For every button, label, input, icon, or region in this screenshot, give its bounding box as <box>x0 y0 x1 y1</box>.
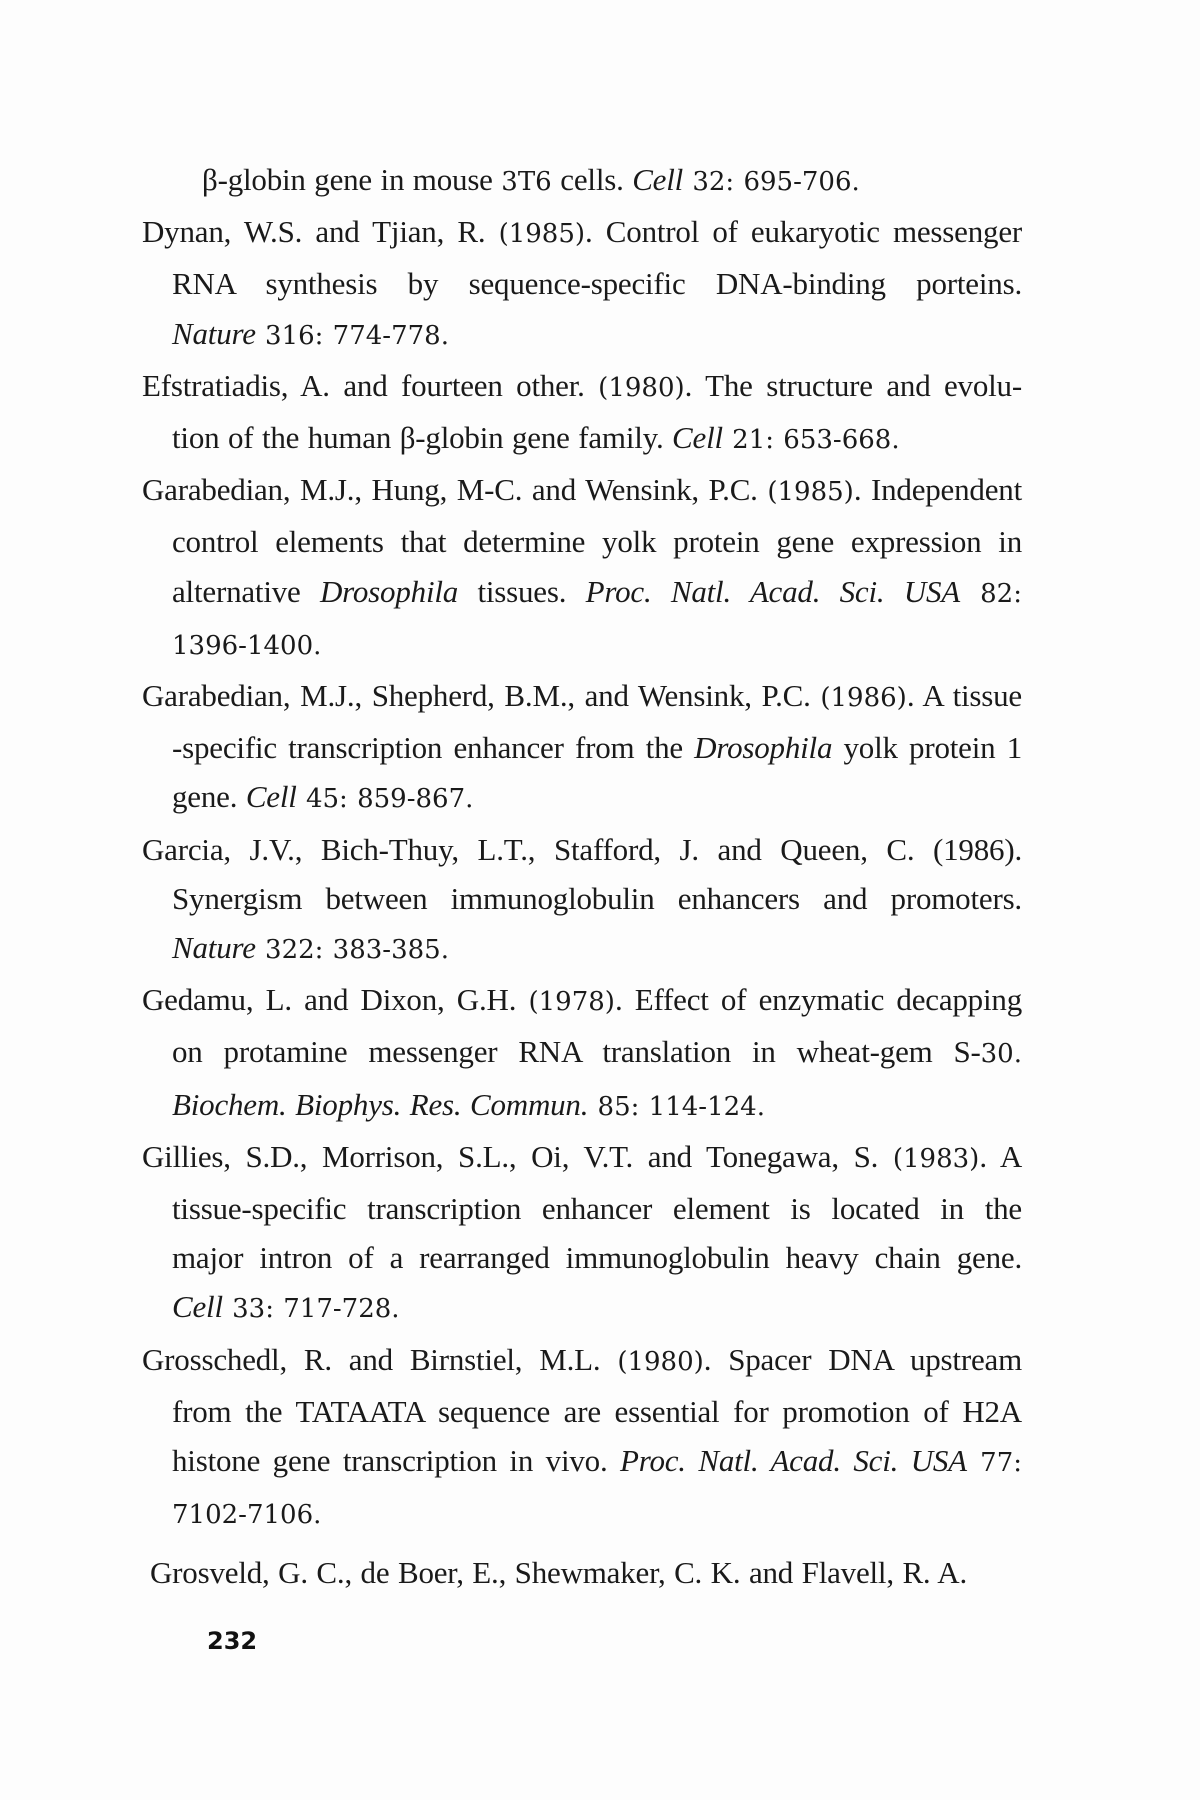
reference-line <box>142 671 1022 723</box>
reference-entry-continued <box>172 155 1022 207</box>
journal-title: Cell <box>632 162 684 197</box>
reference-line <box>142 207 1022 259</box>
reference-text: major intron of a rearranged immunoglobulin heavy chain gene. <box>172 1240 1022 1276</box>
reference-list <box>142 155 1023 1598</box>
reference-text: . Spacer DNA upstream <box>703 1341 1022 1377</box>
citation-number: 32: 695-706. <box>683 167 860 197</box>
reference-text: . Independent <box>853 472 1022 508</box>
reference-text: tissue-specific transcription enhancer element is located in the <box>172 1191 1022 1227</box>
journal-title: Nature <box>172 930 256 966</box>
reference-text: -specific transcription enhancer from the <box>172 730 695 766</box>
citation-number: 30. <box>980 1039 1022 1070</box>
reference-line <box>142 361 1022 413</box>
reference-text: yolk protein 1 <box>832 730 1022 766</box>
reference-entry <box>142 975 1022 1132</box>
reference-entry <box>142 207 1022 361</box>
reference-entry <box>142 1132 1023 1335</box>
citation-number: (1980) <box>598 372 685 403</box>
citation-number: 7102-7106. <box>172 1500 322 1531</box>
reference-text: from the TATAATA sequence are essential for promotion of H2A <box>172 1393 1022 1429</box>
reference-text: Garabedian, M.J., Hung, M-C. and Wensink, P.C. <box>142 472 768 508</box>
citation-number: 1396-1400. <box>172 630 322 661</box>
reference-text: alternative <box>172 573 320 609</box>
reference-text: on protamine messenger RNA translation in wheat-gem S- <box>172 1034 981 1070</box>
citation-number: 45: 859-867. <box>296 784 474 815</box>
reference-line <box>172 1282 1022 1334</box>
reference-text: tion of the human β-globin gene family. <box>172 420 673 456</box>
reference-text: Garabedian, M.J., Shepherd, B.M., and Wensink, P.C. <box>142 678 821 714</box>
reference-line <box>172 923 1022 975</box>
reference-line <box>150 1548 1022 1597</box>
reference-line <box>142 465 1022 517</box>
journal-title: Drosophila <box>694 730 833 766</box>
citation-number: 316: 774-778. <box>255 320 449 351</box>
journal-title: Proc. Natl. Acad. Sci. USA <box>620 1443 967 1479</box>
reference-text: . The structure and evolu- <box>684 367 1022 403</box>
reference-line <box>142 975 1022 1027</box>
reference-text: cells. <box>551 162 633 197</box>
reference-line <box>142 1132 1023 1184</box>
page-number: 232 <box>207 1627 258 1655</box>
reference-line <box>172 1184 1022 1233</box>
reference-line <box>202 155 1022 207</box>
citation-number: 33: 717-728. <box>222 1294 400 1325</box>
citation-number: 21: 653-668. <box>722 425 900 456</box>
reference-text: β-globin gene in mouse <box>202 162 502 197</box>
reference-line <box>172 874 1022 923</box>
reference-line <box>172 619 1022 671</box>
citation-number: (1985) <box>498 219 586 250</box>
reference-text: Dynan, W.S. and Tjian, R. <box>142 214 499 250</box>
reference-text: . Control of eukaryotic messenger <box>585 214 1022 250</box>
citation-number: 77: <box>966 1448 1022 1479</box>
reference-text: . A tissue <box>906 678 1022 714</box>
citation-number: 322: 383-385. <box>255 935 449 966</box>
citation-number: 85: 114-124. <box>588 1091 765 1122</box>
reference-entry <box>142 361 1022 465</box>
reference-text: Garcia, J.V., Bich-Thuy, L.T., Stafford, J. and Queen, C. (1986). <box>142 831 1022 867</box>
reference-line <box>172 772 1022 824</box>
reference-line <box>172 1387 1022 1436</box>
journal-title: Proc. Natl. Acad. Sci. USA <box>585 573 961 609</box>
reference-text: control elements that determine yolk protein gene expression in <box>172 524 1022 560</box>
journal-title: Cell <box>245 779 297 815</box>
citation-number: (1978) <box>528 987 615 1018</box>
reference-entry <box>142 825 1022 976</box>
reference-line <box>172 1080 1022 1132</box>
reference-text: . Effect of enzymatic decapping <box>614 982 1022 1018</box>
citation-number: 3T6 <box>501 167 552 197</box>
reference-text: gene. <box>172 779 246 815</box>
reference-line <box>172 517 1022 566</box>
reference-line <box>172 309 1022 361</box>
reference-line <box>172 1027 1022 1079</box>
journal-title: Cell <box>672 420 723 456</box>
journal-title: Nature <box>172 315 256 351</box>
reference-line <box>172 413 1022 465</box>
reference-line <box>172 723 1022 772</box>
reference-text: RNA synthesis by sequence-specific DNA-binding porteins. <box>172 266 1022 302</box>
reference-line <box>172 259 1022 308</box>
reference-text: tissues. <box>458 573 586 609</box>
journal-title: Cell <box>172 1289 223 1325</box>
reference-text: histone gene transcription in vivo. <box>172 1443 620 1479</box>
reference-text: Grosschedl, R. and Birnstiel, M.L. <box>142 1341 618 1377</box>
reference-line <box>172 1436 1022 1488</box>
reference-entry <box>142 465 1022 671</box>
reference-entry <box>142 671 1022 825</box>
reference-entry <box>150 1548 1022 1597</box>
citation-number: (1986) <box>820 683 907 714</box>
reference-line <box>142 1335 1022 1387</box>
reference-text: . A <box>979 1138 1023 1174</box>
reference-text: Gedamu, L. and Dixon, G.H. <box>142 982 529 1018</box>
reference-entry <box>142 1335 1022 1541</box>
journal-title: Drosophila <box>319 573 459 609</box>
citation-number: (1980) <box>617 1346 704 1377</box>
reference-line <box>172 1233 1022 1282</box>
reference-line <box>172 567 1022 619</box>
reference-text: Grosveld, G. C., de Boer, E., Shewmaker, C. K. and Flavell, R. A. <box>150 1555 968 1591</box>
citation-number: 82: <box>960 578 1022 609</box>
journal-title: Biochem. Biophys. Res. Commun. <box>172 1086 589 1122</box>
reference-text: Synergism between immunoglobulin enhancers and promoters. <box>172 880 1022 916</box>
reference-text: Efstratiadis, A. and fourteen other. <box>142 367 599 403</box>
reference-text: Gillies, S.D., Morrison, S.L., Oi, V.T. and Tonegawa, S. <box>142 1138 893 1174</box>
citation-number: (1983) <box>892 1143 980 1174</box>
reference-line <box>142 825 1022 874</box>
reference-line <box>172 1488 1022 1540</box>
citation-number: (1985) <box>767 477 854 508</box>
